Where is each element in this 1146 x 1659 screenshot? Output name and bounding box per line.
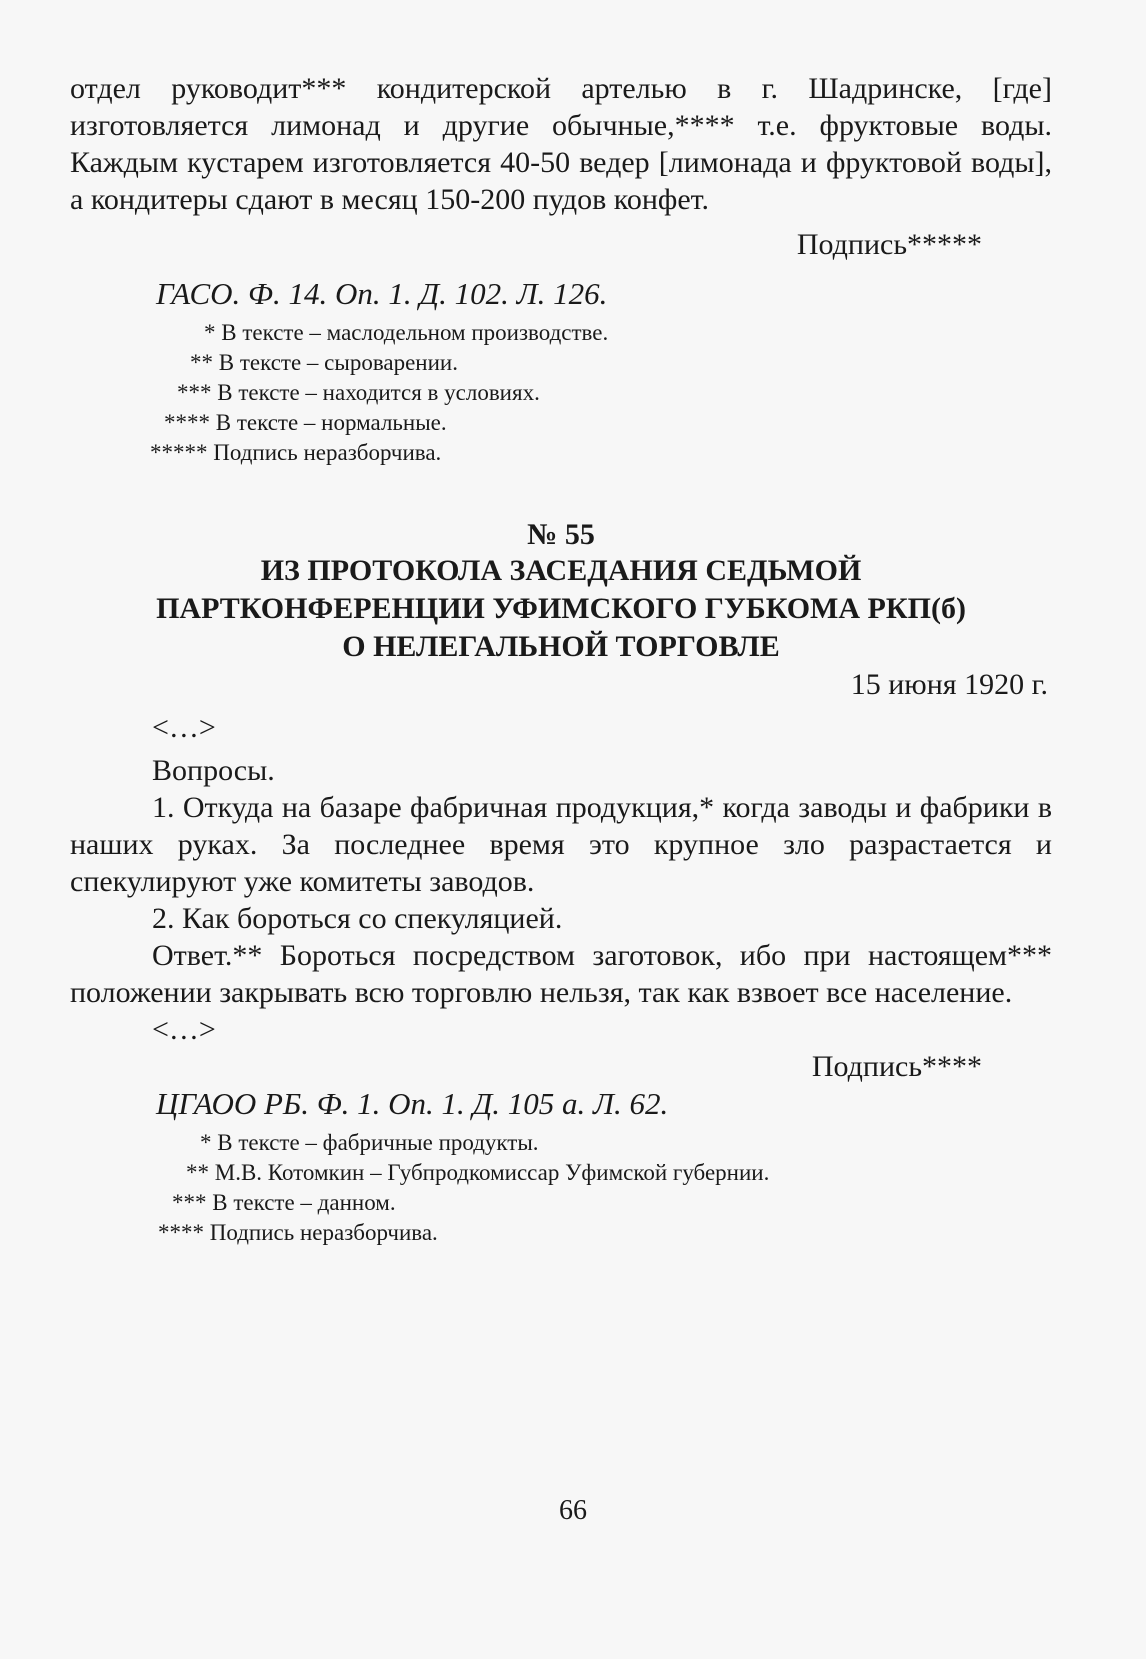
title-line: О НЕЛЕГАЛЬНОЙ ТОРГОВЛЕ (342, 630, 780, 663)
paragraph-artel: отдел руководит*** кондитерской артелью в г. Шадринске, [где] изготовляется лимонад и другие обычные,**** т.е. фруктовые воды. Каждым кустарем изготовляется 40-50 ведер [лимонада и фруктовой воды], а кондитеры сдают в месяц 150-200 пудов конфет. (70, 72, 1052, 216)
footnote: ***** Подпись неразборчива. (150, 440, 442, 465)
footnote: * В тексте – фабричные продукты. (200, 1130, 539, 1155)
archive-reference-2: ЦГАОО РБ. Ф. 1. Оп. 1. Д. 105 а. Л. 62. (156, 1086, 669, 1121)
footnotes-1 (70, 318, 1052, 468)
footnotes-2 (70, 1128, 1052, 1248)
footnote: ** В тексте – сыроварении. (190, 350, 458, 375)
document-title (70, 552, 1052, 666)
signature-2: Подпись**** (811, 1050, 982, 1083)
footnote: * В тексте – маслодельном производстве. (204, 320, 609, 345)
page-number: 66 (559, 1495, 587, 1526)
question-1: 1. Откуда на базаре фабричная продукция,* когда заводы и фабрики в наших руках. За последнее время это крупное зло разрастается и спекулируют уже комитеты заводов. (70, 791, 1052, 898)
footnote: **** В тексте – нормальные. (164, 410, 447, 435)
footnote: **** Подпись неразборчива. (158, 1220, 438, 1245)
ellipsis-end: <…> (152, 1013, 216, 1046)
footnote: *** В тексте – данном. (172, 1190, 396, 1215)
signature-1: Подпись***** (796, 228, 982, 261)
footnote: *** В тексте – находится в условиях. (177, 380, 540, 405)
document-date: 15 июня 1920 г. (850, 668, 1048, 701)
title-line: ИЗ ПРОТОКОЛА ЗАСЕДАНИЯ СЕДЬМОЙ (260, 554, 862, 587)
page-content (70, 70, 1052, 1248)
archive-reference-1: ГАСО. Ф. 14. Оп. 1. Д. 102. Л. 126. (156, 276, 608, 311)
document-number: № 55 (527, 518, 595, 551)
answer-paragraph: Ответ.** Бороться посредством заготовок, ибо при настоящем*** положении закрывать всю торговлю нельзя, так как взвоет все население. (70, 939, 1052, 1009)
questions-label: Вопросы. (152, 754, 275, 787)
question-2: 2. Как бороться со спекуляцией. (152, 902, 563, 935)
ellipsis-start: <…> (152, 711, 216, 744)
title-line: ПАРТКОНФЕРЕНЦИИ УФИМСКОГО ГУБКОМА РКП(б) (156, 592, 966, 625)
footnote: ** М.В. Котомкин – Губпродкомиссар Уфимской губернии. (186, 1160, 770, 1185)
